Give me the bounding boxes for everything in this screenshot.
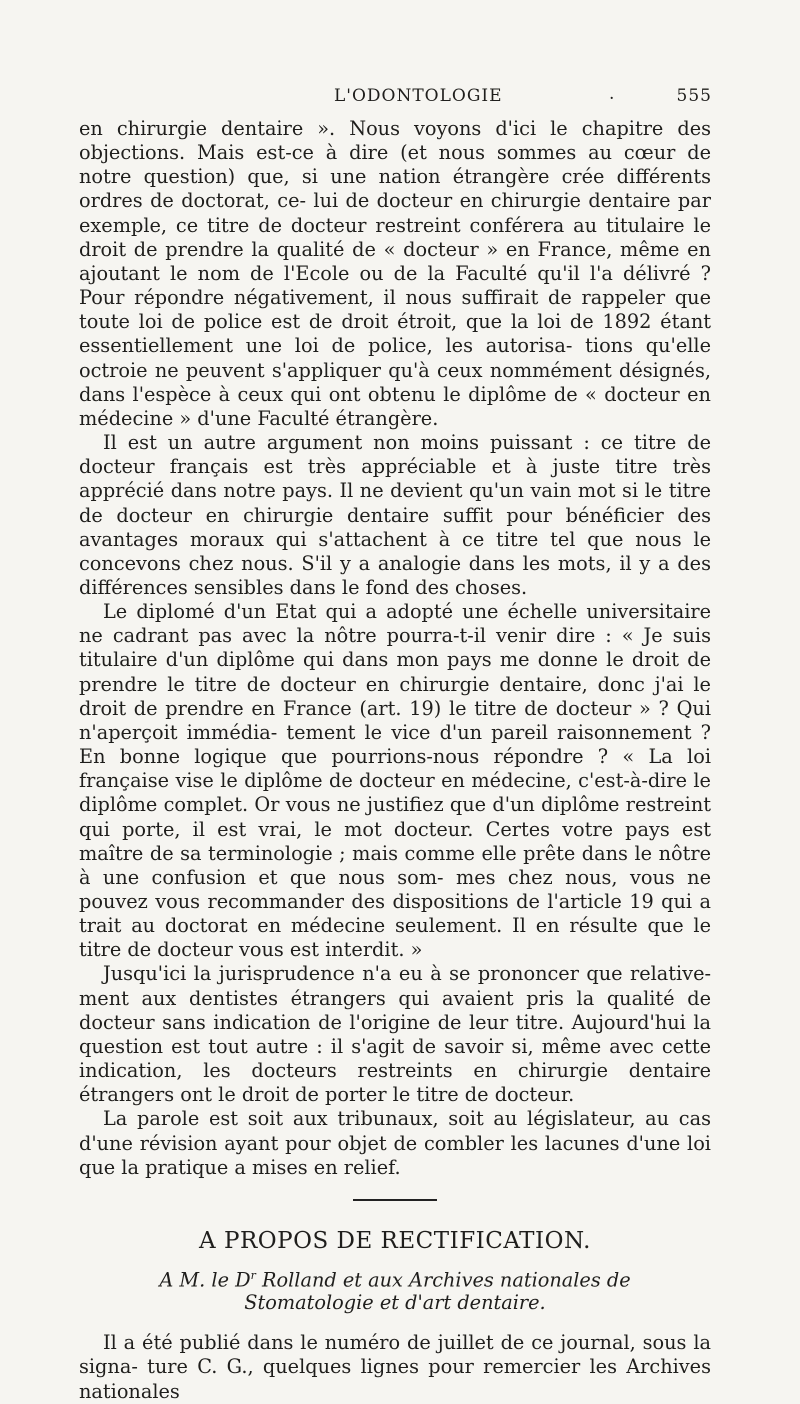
subheading-line-1: A M. le $D^r$ Rolland et aux Archives nationales de — [159, 1268, 631, 1292]
text-line: Le diplomé d'un Etat qui a adopté une échelle universitaire ne — [79, 600, 711, 648]
text-line: de porter le titre de docteur. — [295, 1083, 575, 1107]
text-line: résulte que le titre de docteur vous est interdit. » — [79, 914, 712, 962]
text-line: Il a été publié dans le numéro de juillet de ce journal, sous la signa- — [79, 1331, 711, 1379]
text-line: « docteur » en France, même en ajoutant le nom de l'Ecole ou de — [79, 237, 711, 285]
text-line: tions qu'elle octroie ne peuvent s'appliquer qu'à ceux nommément — [79, 334, 712, 382]
text-line: justifiez que d'un diplôme restreint qui porte, il est vrai, le mot — [79, 793, 711, 841]
page — [79, 86, 711, 1404]
paragraph — [79, 600, 711, 962]
text-line: la loi de 1892 étant essentiellement une loi de police, les autorisa- — [79, 310, 711, 358]
text-line: ment aux dentistes étrangers qui avaient pris la qualité de docteur — [79, 986, 711, 1034]
paragraph — [79, 117, 711, 431]
text-line: mes chez nous, vous ne pouvez vous recommander des dispositions — [79, 865, 711, 913]
text-line: révision ayant pour objet de combler les lacunes d'une loi que la — [79, 1131, 711, 1179]
paragraph — [79, 962, 711, 1107]
text-line: lui de docteur en chirurgie dentaire par exemple, ce titre de docteur — [79, 189, 711, 237]
text-line: cadrant pas avec la nôtre pourra-t-il venir dire : « Je suis titulaire — [79, 624, 711, 672]
text-line: Il est un autre argument non moins puissant : ce titre de docteur — [79, 431, 711, 479]
text-line: comme elle prête dans le nôtre à une confusion et que nous som- — [79, 841, 711, 889]
text-line: français est très appréciable et à juste titre très apprécié dans notre — [79, 455, 711, 503]
text-line: pourrions-nous répondre ? « La loi française vise le diplôme de — [79, 745, 711, 793]
text-line: ture C. G., quelques lignes pour remercier les Archives nationales — [79, 1355, 711, 1403]
section-subheading — [79, 1264, 711, 1314]
text-line: les mots, il y a des différences sensibles dans le fond des choses. — [79, 551, 711, 599]
text-line: la Faculté qu'il l'a délivré ? Pour répondre négativement, il nous — [79, 261, 711, 310]
journal-title: L'ODONTOLOGIE — [334, 86, 503, 106]
text-line: en France (art. 19) le titre de docteur » ? Qui n'aperçoit immédia- — [79, 696, 711, 744]
text-line: d'un diplôme qui dans mon pays me donne le droit de prendre le — [79, 648, 711, 696]
text-line: en chirurgie dentaire ». Nous voyons d'ici le chapitre des objections. — [79, 117, 711, 165]
text-line: tement le vice d'un pareil raisonnement ? En bonne logique que — [79, 720, 711, 769]
text-line: sans indication de l'origine de leur titre. Aujourd'hui la question — [79, 1010, 711, 1058]
superscript-r: r — [250, 1268, 256, 1282]
text-line: pays. Il ne devient qu'un vain mot si le titre de docteur en chirurgie — [79, 479, 711, 527]
text-line: est tout autre : il s'agit de savoir si, même avec cette indication, — [79, 1034, 711, 1083]
paragraph — [79, 1331, 711, 1403]
running-head — [79, 86, 711, 116]
text-line: à ce titre tel que nous le concevons chez nous. S'il y a analogie dans — [79, 527, 711, 575]
header-separator: . — [609, 84, 616, 104]
paragraph — [79, 431, 711, 600]
text-line: suffirait de rappeler que toute loi de police est de droit étroit, que — [79, 286, 712, 334]
text-line: restreint conférera au titulaire le droit de prendre la qualité de — [79, 213, 711, 261]
text-line: Jusqu'ici la jurisprudence n'a eu à se prononcer que relative- — [103, 962, 711, 986]
section-divider — [353, 1199, 437, 1201]
section-intro — [79, 1331, 711, 1403]
text-line: dentaire suffit pour bénéficier des avantages moraux qui s'attachent — [79, 503, 712, 551]
article-body — [79, 117, 711, 1180]
text-line: titre de docteur en chirurgie dentaire, donc j'ai le droit de prendre — [79, 672, 711, 720]
text-line: pratique a mises en relief. — [145, 1155, 401, 1179]
section-heading: A PROPOS DE RECTIFICATION. — [199, 1227, 591, 1254]
text-line: docteur en médecine, c'est-à-dire le diplôme complet. Or vous ne — [79, 769, 711, 817]
text-line: de l'article 19 qui a trait au doctorat en médecine seulement. Il en — [79, 890, 711, 938]
paragraph — [79, 1107, 711, 1179]
text-line: les docteurs restreints en chirurgie dentaire étrangers ont le droit — [79, 1059, 711, 1107]
text-line: Mais est-ce à dire (et nous sommes au cœur de notre question) — [79, 141, 711, 189]
text-line: désignés, dans l'espèce à ceux qui ont obtenu le diplôme de « docteur — [79, 358, 711, 406]
page-number: 555 — [676, 86, 712, 106]
text-line: docteur. Certes votre pays est maître de sa terminologie ; mais — [79, 817, 711, 865]
subheading-line-2: Stomatologie et d'art dentaire. — [244, 1291, 546, 1315]
text-line: en médecine » d'une Faculté étrangère. — [79, 382, 711, 430]
text-line: La parole est soit aux tribunaux, soit au législateur, au cas d'une — [79, 1107, 711, 1155]
text-line: que, si une nation étrangère crée différents ordres de doctorat, ce- — [79, 165, 711, 213]
